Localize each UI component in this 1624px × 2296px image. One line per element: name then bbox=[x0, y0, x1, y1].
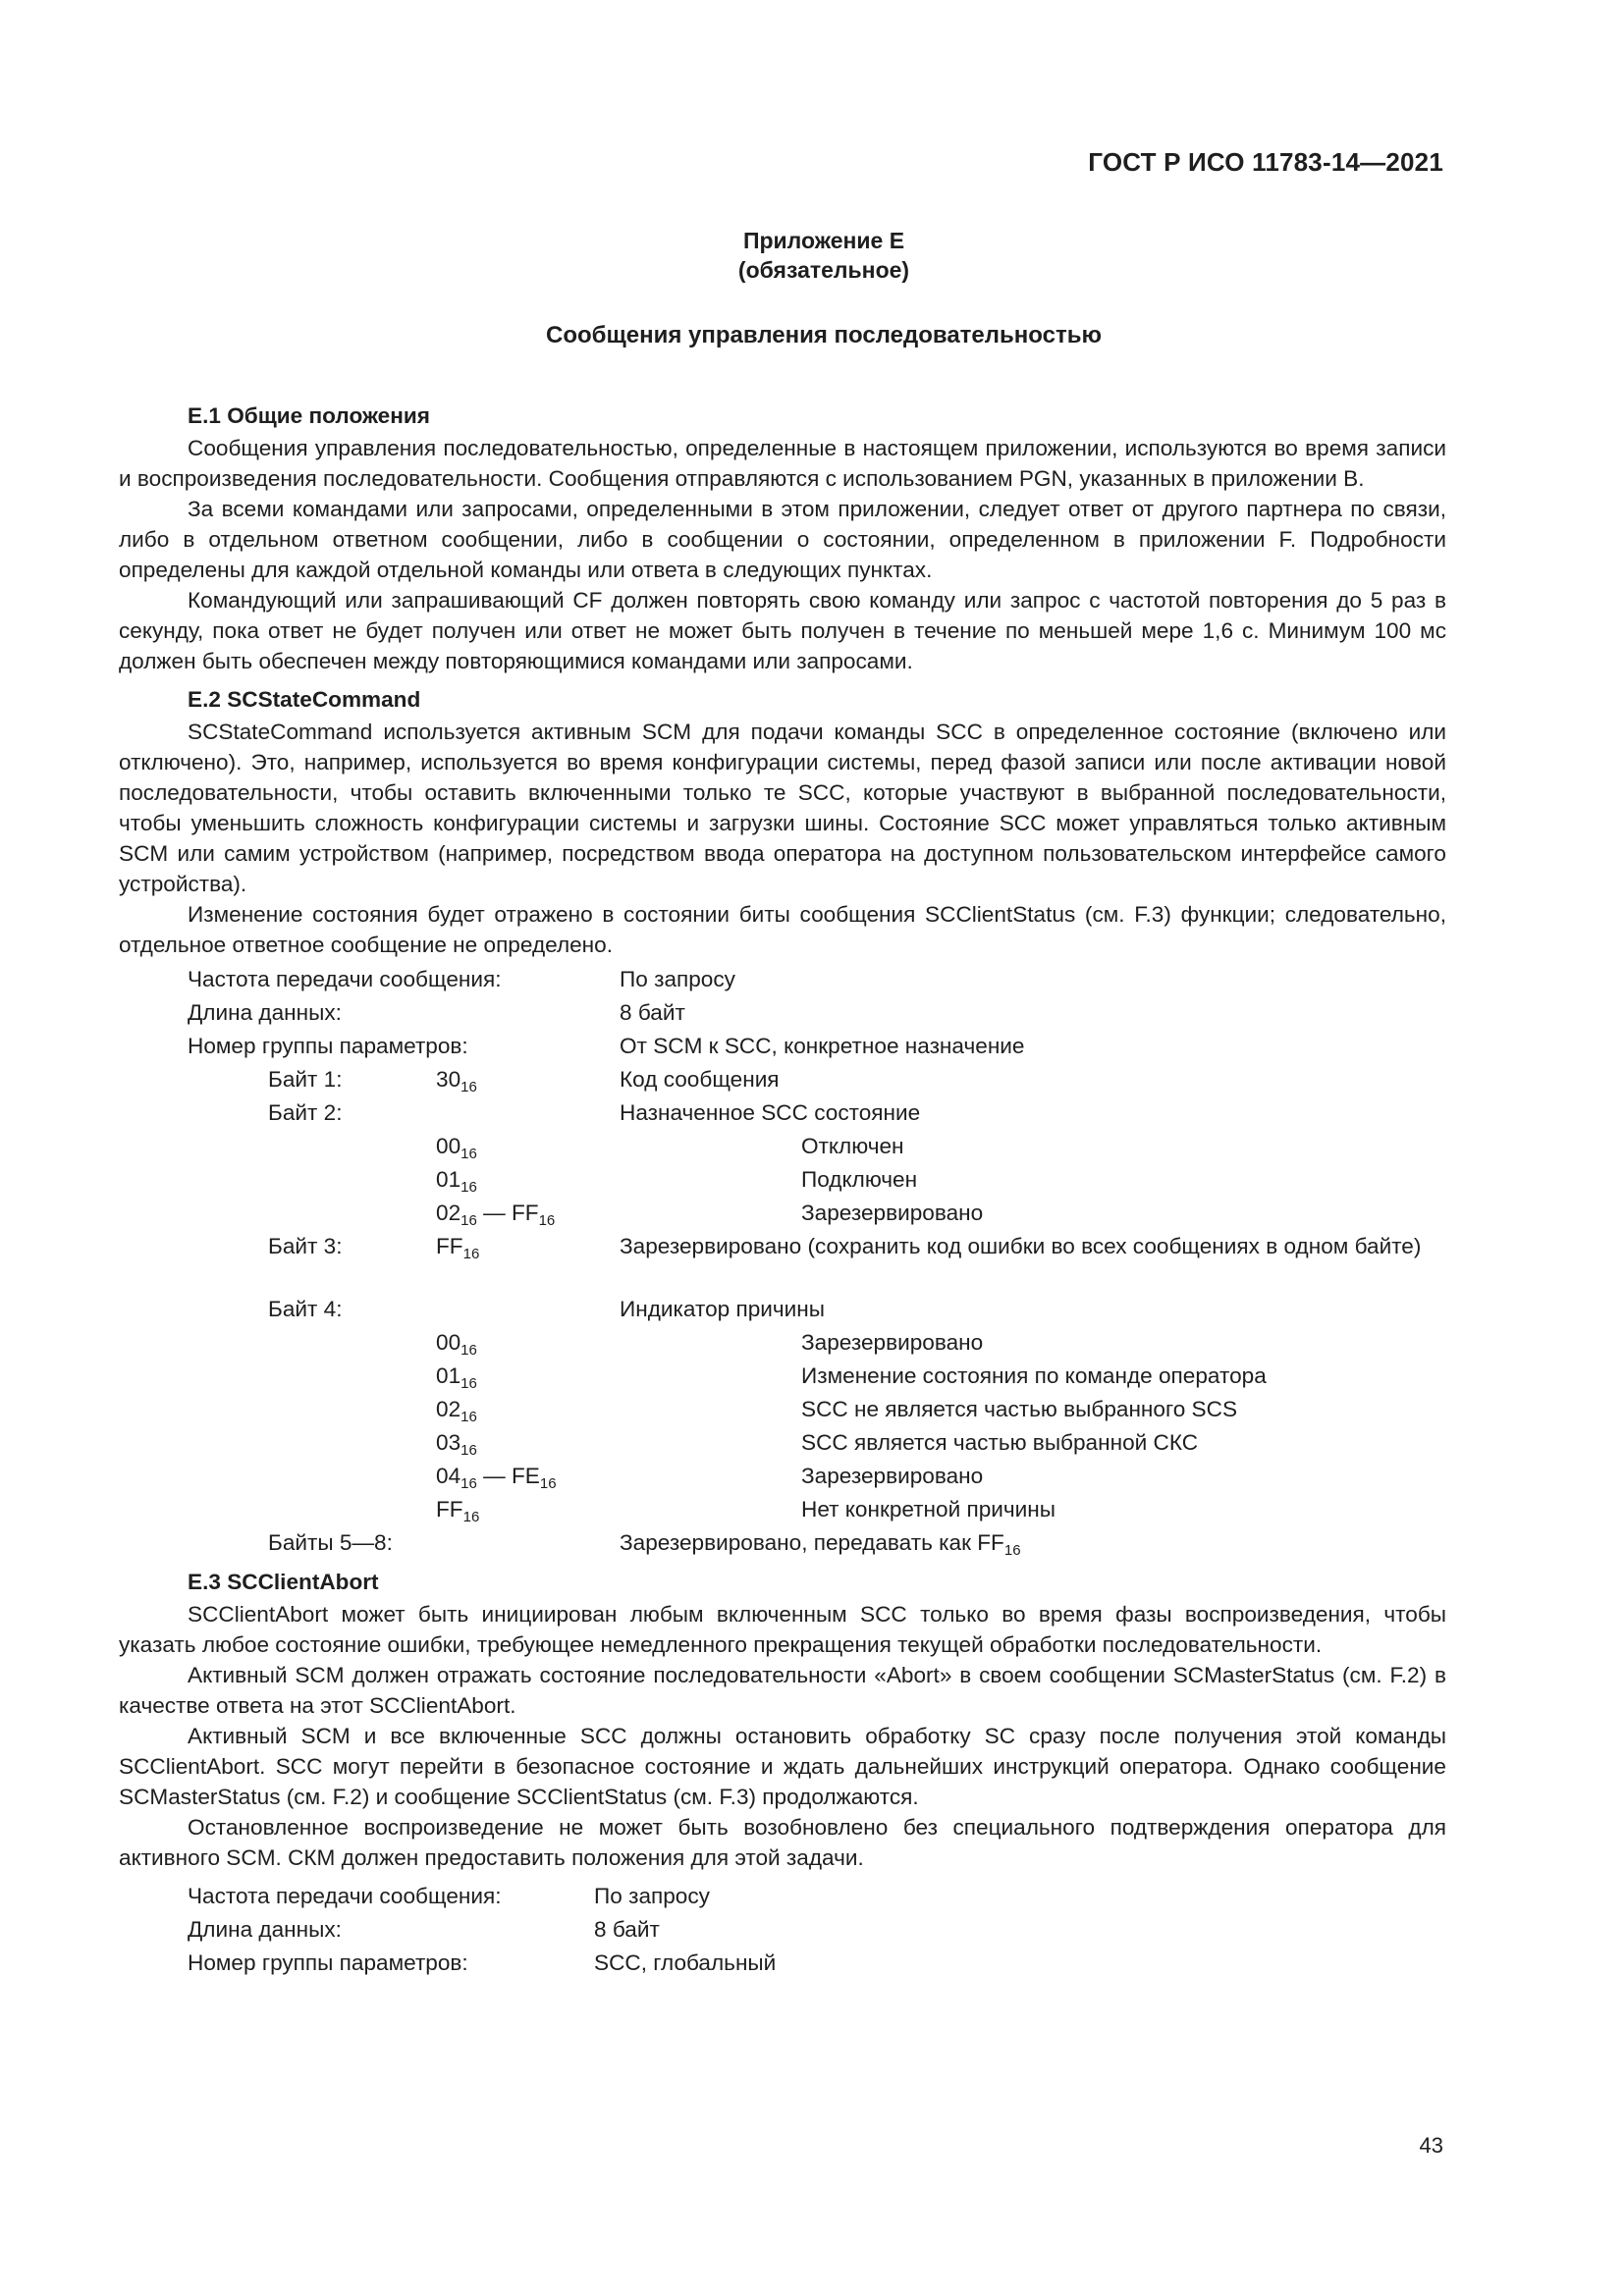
spec-value: SCC, глобальный bbox=[594, 1950, 777, 1975]
byte-row bbox=[119, 1527, 1446, 1561]
byte-description: Зарезервировано, передавать как $FF_{16}$ bbox=[620, 1530, 1021, 1559]
spec-row-length bbox=[188, 997, 1446, 1031]
value-description: Зарезервировано bbox=[801, 1201, 984, 1225]
byte-description: Зарезервировано (сохранить код ошибки во всех сообщениях в одном байте) bbox=[620, 1234, 1422, 1258]
paragraph: Изменение состояния будет отражено в состоянии биты сообщения SCClientStatus (см. F.3) функции; следовательно, отдельное ответное сообщение не определено. bbox=[119, 902, 1446, 957]
spec-label: Номер группы параметров: bbox=[188, 1950, 468, 1975]
value-code: $00_{16}$ bbox=[436, 1330, 477, 1359]
appendix-heading: Сообщения управления последовательностью bbox=[546, 322, 1102, 348]
value-description: Отключен bbox=[801, 1134, 904, 1158]
paragraph: За всеми командами или запросами, определенными в этом приложении, следует ответ от другого партнера по связи, либо в отдельном ответном сообщении, либо в сообщении о состоянии, определенном в приложении F. Подробности определены для каждой отдельной команды или ответа в следующих пунктах. bbox=[119, 497, 1446, 582]
value-row bbox=[119, 1164, 1446, 1198]
value-code: $04_{16}$ — $FE_{16}$ bbox=[436, 1464, 557, 1492]
value-row bbox=[119, 1327, 1446, 1361]
section-heading-e1: Е.1 Общие положения bbox=[188, 403, 430, 428]
value-row bbox=[119, 1361, 1446, 1394]
paragraph: SCStateCommand используется активным SCM для подачи команды SCC в определенное состояние (включено или отключено). Это, например, используется во время конфигурации системы, перед фазой записи или после активации новой последовательности, чтобы оставить включенными только те SCC, которые участвуют в выбранной последовательности, чтобы уменьшить сложность конфигурации системы и загрузки шины. Состояние SCC может управляться только активным SCM или самим устройством (например, посредством ввода оператора на доступном пользовательском интерфейсе самого устройства). bbox=[119, 720, 1446, 896]
value-row bbox=[119, 1461, 1446, 1494]
message-spec-e3 bbox=[119, 1881, 1446, 1981]
spec-label: Номер группы параметров: bbox=[188, 1034, 468, 1058]
value-code: $02_{16}$ bbox=[436, 1397, 477, 1425]
section-heading-e3: Е.3 SCClientAbort bbox=[188, 1570, 379, 1594]
byte-description: Индикатор причины bbox=[620, 1297, 826, 1321]
byte-row bbox=[119, 1294, 1446, 1327]
spec-row-frequency bbox=[188, 1881, 1446, 1914]
value-code: $03_{16}$ bbox=[436, 1430, 477, 1459]
value-description: Зарезервировано bbox=[801, 1464, 984, 1488]
value-code: $FF_{16}$ bbox=[436, 1497, 480, 1525]
standard-code: ГОСТ Р ИСО 11783-14—2021 bbox=[1088, 147, 1443, 177]
value-description: SCC не является частью выбранного SCS bbox=[801, 1397, 1238, 1421]
spec-label: Длина данных: bbox=[188, 1000, 342, 1025]
spec-row-pgn bbox=[188, 1948, 1446, 1981]
value-row bbox=[119, 1131, 1446, 1164]
byte-row bbox=[119, 1231, 1446, 1294]
spec-row-length bbox=[188, 1914, 1446, 1948]
paragraph: Сообщения управления последовательностью, определенные в настоящем приложении, используются во время записи и воспроизведения последовательности. Сообщения отправляются с использованием PGN, указанных в приложении В. bbox=[119, 436, 1446, 491]
spec-label: Частота передачи сообщения: bbox=[188, 967, 502, 991]
byte-label: Байт 2: bbox=[268, 1100, 343, 1125]
message-spec-e2 bbox=[119, 964, 1446, 1561]
paragraph: SCClientAbort может быть инициирован любым включенным SCC только во время фазы воспроизведения, чтобы указать любое состояние ошибки, требующее немедленного прекращения текущей обработки последовательности. bbox=[119, 1602, 1446, 1657]
byte-code: $FF_{16}$ bbox=[436, 1234, 480, 1262]
value-row bbox=[119, 1427, 1446, 1461]
byte-row bbox=[119, 1097, 1446, 1131]
spec-value: По запросу bbox=[594, 1884, 710, 1908]
value-row bbox=[119, 1494, 1446, 1527]
page-number: 43 bbox=[1419, 2133, 1443, 2158]
spec-label: Длина данных: bbox=[188, 1917, 342, 1942]
byte-label: Байт 3: bbox=[268, 1234, 343, 1258]
spec-label: Частота передачи сообщения: bbox=[188, 1884, 502, 1908]
value-row bbox=[119, 1198, 1446, 1231]
byte-row bbox=[119, 1064, 1446, 1097]
paragraph: Командующий или запрашивающий CF должен повторять свою команду или запрос с частотой повторения до 5 раз в секунду, пока ответ не будет получен или ответ не может быть получен в течение по меньшей мере 1,6 с. Минимум 100 мс должен быть обеспечен между повторяющимися командами или запросами. bbox=[119, 588, 1446, 673]
value-row bbox=[119, 1394, 1446, 1427]
value-code: $02_{16}$ — $FF_{16}$ bbox=[436, 1201, 556, 1229]
byte-label: Байт 4: bbox=[268, 1297, 343, 1321]
value-description: Изменение состояния по команде оператора bbox=[801, 1363, 1267, 1388]
byte-label: Байт 1: bbox=[268, 1067, 343, 1092]
paragraph: Остановленное воспроизведение не может быть возобновлено без специального подтверждения оператора для активного SCM. СКМ должен предоставить положения для этой задачи. bbox=[119, 1815, 1446, 1870]
value-code: $00_{16}$ bbox=[436, 1134, 477, 1162]
value-description: SCC является частью выбранной СКС bbox=[801, 1430, 1199, 1455]
spec-value: 8 байт bbox=[620, 1000, 685, 1025]
spec-value: 8 байт bbox=[594, 1917, 660, 1942]
paragraph: Активный SCM и все включенные SCC должны остановить обработку SC сразу после получения этой команды SCClientAbort. SCC могут перейти в безопасное состояние и ждать дальнейших инструкций оператора. Однако сообщение SCMasterStatus (см. F.2) и сообщение SCClientStatus (см. F.3) продолжаются. bbox=[119, 1724, 1446, 1809]
paragraph: Активный SCM должен отражать состояние последовательности «Abort» в своем сообщении SCMasterStatus (см. F.2) в качестве ответа на этот SCClientAbort. bbox=[119, 1663, 1446, 1718]
section-heading-e2: Е.2 SCStateCommand bbox=[188, 687, 421, 712]
spec-row-frequency bbox=[188, 964, 1446, 997]
value-description: Зарезервировано bbox=[801, 1330, 984, 1355]
value-description: Подключен bbox=[801, 1167, 918, 1192]
document-body bbox=[119, 395, 1446, 1981]
spec-value: По запросу bbox=[620, 967, 735, 991]
spec-row-pgn bbox=[188, 1031, 1446, 1064]
byte-description: Код сообщения bbox=[620, 1067, 780, 1092]
byte-label: Байты 5—8: bbox=[268, 1530, 393, 1555]
appendix-title: Приложение Е bbox=[742, 228, 905, 253]
value-code: $01_{16}$ bbox=[436, 1363, 477, 1392]
byte-code: $30_{16}$ bbox=[436, 1067, 477, 1095]
appendix-status: (обязательное) bbox=[737, 257, 910, 283]
spec-value: От SCM к SCC, конкретное назначение bbox=[620, 1034, 1025, 1058]
value-description: Нет конкретной причины bbox=[801, 1497, 1056, 1522]
value-code: $01_{16}$ bbox=[436, 1167, 477, 1196]
byte-description: Назначенное SCC состояние bbox=[620, 1100, 921, 1125]
